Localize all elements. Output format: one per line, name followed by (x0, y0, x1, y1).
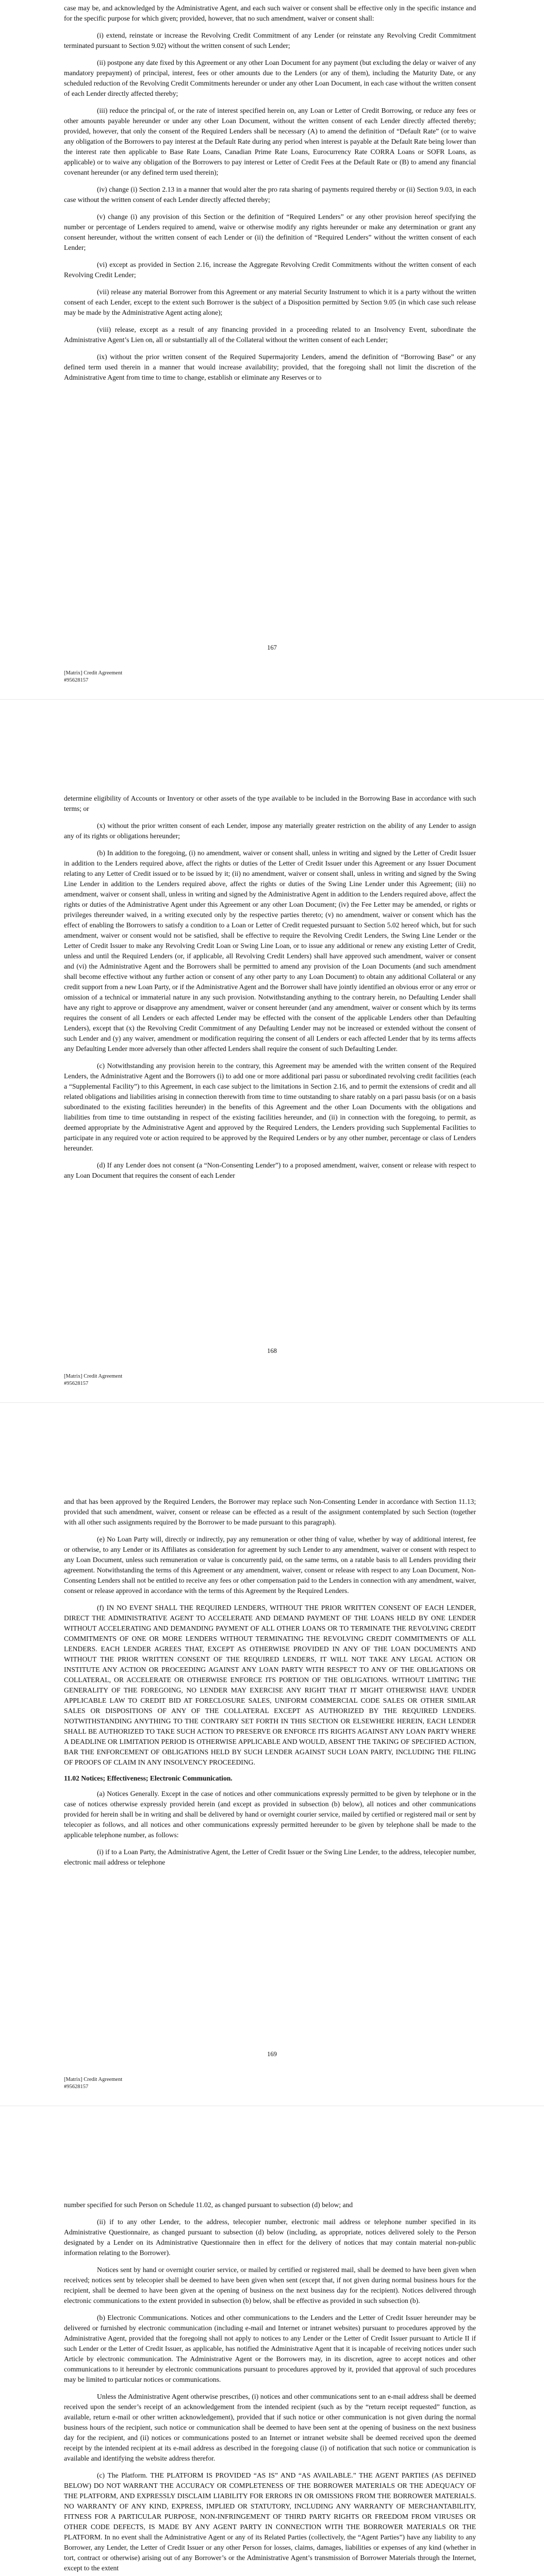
page-footer (64, 1373, 122, 1387)
document-page-168 (0, 703, 544, 1406)
document-page-170 (0, 2110, 544, 2576)
clause-i: (i) if to a Loan Party, the Administrative Agent, the Letter of Credit Issuer or the Swing Line Lender, to the address, telecopier number, electronic mail address or telephone (64, 1848, 476, 1866)
document-page-167 (0, 0, 544, 696)
paragraph: and that has been approved by the Required Lenders, the Borrower may replace such Non-Consenting Lender in accordance with Section 11.13; provided that such amendment, waiver, consent or release can be effected as a result of the assignment contemplated by such Section (together with all other such assignments required by the Borrower to be made pursuant to this paragraph). (64, 1498, 476, 1526)
page-number: 169 (267, 2050, 277, 2058)
clause-c: (c) Notwithstanding any provision herein to the contrary, this Agreement may be amended with the written consent of the Required Lenders, the Administrative Agent and the Borrowers (i) to add one or more additional pari passu or subordinated revolving credit facilities (each a “Supplemental Facility”) to this Agreement, in each case subject to the limitations in Section 2.16, and to permit the extensions of credit and all related obligations and liabilities arising in connection therewith from time to time outstanding to share ratably on a pari passu basis (or on a basis subordinated to the existing facilities hereunder) in the benefits of this Agreement and the other Loan Documents with the obligations and liabilities from time to time outstanding in respect of the existing facilities hereunder, and (ii) in connection with the foregoing, to permit, as deemed appropriate by the Administrative Agent and approved by the Required Lenders, the Lenders providing such Supplemental Facilities to participate in any required vote or action required to be approved by the Required Lenders or by any other number, percentage or class of Lenders hereunder. (64, 1062, 476, 1152)
clause-v: (v) change (i) any provision of this Section or the definition of “Required Lenders” or any other provision hereof specifying the number or percentage of Lenders required to amend, waive or otherwise modify any rights hereunder or make any determination or grant any consent hereunder, without the written consent of each Lender or (ii) the definition of “Required Lenders” without the written consent of each Lender; (64, 213, 476, 251)
clause-iv: (iv) change (i) Section 2.13 in a manner that would alter the pro rata sharing of payments required thereby or (ii) Section 9.03, in each case without the written consent of each Lender directly affected thereby; (64, 185, 476, 204)
clause-d: (d) If any Lender does not consent (a “Non-Consenting Lender”) to a proposed amendment, waiver, consent or release with respect to any Loan Document that requires the consent of each Lender (64, 1161, 476, 1179)
footer-title: [Matrix] Credit Agreement (64, 1374, 123, 1379)
clause-i: (i) extend, reinstate or increase the Revolving Credit Commitment of any Lender (or reinstate any Revolving Credit Commitment terminated pursuant to Section 9.02) without the written consent of such Lender; (64, 31, 476, 49)
footer-title: [Matrix] Credit Agreement (64, 2077, 123, 2082)
page-separator (0, 699, 544, 700)
clause-vii: (vii) release any material Borrower from this Agreement or any material Security Instrument to which it is a party without the written consent of each Lender, except to the extent such Borrower is the subject of a Disposition permitted by Section 9.05 (in which case such release may be made by the Administrative Agent acting alone); (64, 288, 476, 316)
clause-c: (c) The Platform. THE PLATFORM IS PROVIDED “AS IS” AND “AS AVAILABLE.” THE AGENT PARTIES (AS DEFINED BELOW) DO NOT WARRANT THE ACCURACY OR COMPLETENESS OF THE BORROWER MATERIALS OR THE ADEQUACY OF THE PLATFORM, AND EXPRESSLY DISCLAIM LIABILITY FOR ERRORS IN OR OMISSIONS FROM THE BORROWER MATERIALS. NO WARRANTY OF ANY KIND, EXPRESS, IMPLIED OR STATUTORY, INCLUDING ANY WARRANTY OF MERCHANTABILITY, FITNESS FOR A PARTICULAR PURPOSE, NON-INFRINGEMENT OF THIRD PARTY RIGHTS OR FREEDOM FROM VIRUSES OR OTHER CODE DEFECTS, IS MADE BY ANY AGENT PARTY IN CONNECTION WITH THE BORROWER MATERIALS OR THE PLATFORM. In no event shall the Administrative Agent or any of its Related Parties (collectively, the “Agent Parties”) have any liability to any Borrower, any Lender, the Letter of Credit Issuer or any other Person for losses, claims, damages, liabilities or expenses of any kind (whether in tort, contract or otherwise) arising out of any Borrower’s or the Administrative Agent’s transmission of Borrower Materials through the Internet, except to the extent (64, 2471, 476, 2572)
document-page-169 (0, 1406, 544, 2110)
page-footer (64, 670, 122, 684)
page-body (64, 793, 476, 1188)
footer-doc-id: #95628157 (64, 677, 89, 683)
paragraph: case may be, and acknowledged by the Administrative Agent, and each such waiver or consent shall be effective only in the specific instance and for the specific purpose for which given; provided, however, that no such amendment, waiver or consent shall: (64, 4, 476, 22)
clause-b: (b) In addition to the foregoing, (i) no amendment, waiver or consent shall, unless in writing and signed by the Letter of Credit Issuer in addition to the Lenders required above, affect the rights or duties of the Letter of Credit Issuer under this Agreement or any Issuer Document relating to any Letter of Credit issued or to be issued by it; (ii) no amendment, waiver or consent shall, unless in writing and signed by the Swing Line Lender in addition to the Lenders required above, affect the rights or duties of the Swing Line Lender under this Agreement; (iii) no amendment, waiver or consent shall, unless in writing and signed by the Administrative Agent in addition to the Lenders required above, affect the rights or duties of the Administrative Agent under this Agreement or any other Loan Document; (iv) the Fee Letter may be amended, or rights or privileges thereunder waived, in a writing executed only by the respective parties thereto; (v) no amendment, waiver or consent which has the effect of enabling the Borrowers to satisfy a condition to a Loan or Letter of Credit requested pursuant to Section 5.02 hereof which, but for such amendment, waiver or consent would not be satisfied, shall be effective to require the Revolving Credit Lenders, the Swing Line Lender or the Letter of Credit Issuer to make any Revolving Credit Loan or Swing Line Loan, or to issue any additional or renew any existing Letter of Credit, unless and until the Required Lenders (or, if applicable, all Revolving Credit Lenders) shall have approved such amendment, waiver or consent and (vi) the Administrative Agent and the Borrowers shall be permitted to amend any provision of the Loan Documents (and such amendment shall become effective without any further action or consent of any other party to any Loan Document) to obtain any additional Collateral or any credit support from a new Loan Party, or if the Administrative Agent and the Borrower shall have jointly identified an obvious error or any error or omission of a technical or immaterial nature in any such provision. Notwithstanding anything to the contrary herein, no Defaulting Lender shall have any right to approve or disapprove any amendment, waiver or consent hereunder (and any amendment, waiver or consent which by its terms requires the consent of all Lenders or each affected Lender may be effected with the consent of the applicable Lenders other than Defaulting Lenders), except that (x) the Revolving Credit Commitment of any Defaulting Lender may not be increased or extended without the consent of such Lender and (y) any waiver, amendment or modification requiring the consent of all Lenders or each affected Lender that by its terms affects any Defaulting Lender more adversely than other affected Lenders shall require the consent of such Defaulting Lender. (64, 849, 476, 1053)
clause-iii: (iii) reduce the principal of, or the rate of interest specified herein on, any Loan or Letter of Credit Borrowing, or reduce any fees or other amounts payable hereunder or under any other Loan Document, without the written consent of each Lender directly affected thereby; provided, however, that only the consent of the Required Lenders shall be necessary (A) to amend the definition of “Default Rate” (or to waive any obligation of the Borrowers to pay interest at the Default Rate during any period when interest is payable at the Default Rate being lower than the interest rate then applicable to Base Rate Loans, Canadian Prime Rate Loans, Eurocurrency Rate CORRA Loans or SOFR Loans, as applicable) or to waive any obligation of the Borrowers to pay interest or Letter of Credit Fees at the Default Rate or (B) to amend any financial covenant hereunder (or any defined term used therein); (64, 107, 476, 176)
page-body (64, 1497, 476, 1874)
page-body (64, 2200, 476, 2576)
clause-vi: (vi) except as provided in Section 2.16, increase the Aggregate Revolving Credit Commitments without the written consent of each Revolving Credit Lender; (64, 261, 476, 279)
clause-viii: (viii) release, except as a result of any financing provided in a proceeding related to an Insolvency Event, subordinate the Administrative Agent’s Lien on, all or substantially all of the Collateral without the written consent of each Lender; (64, 326, 476, 344)
section-heading: 11.02 Notices; Effectiveness; Electronic Communication. (64, 1774, 233, 1782)
paragraph: Notices sent by hand or overnight courier service, or mailed by certified or registered mail, shall be deemed to have been given when received; notices sent by telecopier shall be deemed to have been given when sent (except that, if not given during normal business hours for the recipient, shall be deemed to have been given at the opening of business on the next business day for the recipient). Notices delivered through electronic communications to the extent provided in subsection (b) below, shall be effective as provided in such subsection (b). (64, 2266, 476, 2304)
paragraph: Unless the Administrative Agent otherwise prescribes, (i) notices and other communications sent to an e-mail address shall be deemed received upon the sender’s receipt of an acknowledgement from the intended recipient (such as by the “return receipt requested” function, as available, return e-mail or other written acknowledgement), provided that if such notice or other communication is not given during the normal business hours of the recipient, such notice or communication shall be deemed to have been sent at the opening of business on the next business day for the recipient, and (ii) notices or communications posted to an Internet or intranet website shall be deemed received upon the deemed receipt by the intended recipient at its e-mail address as described in the foregoing clause (i) of notification that such notice or communication is available and identifying the website address therefor. (64, 2393, 476, 2462)
clause-e: (e) No Loan Party will, directly or indirectly, pay any remuneration or other thing of value, whether by way of additional interest, fee or otherwise, to any Lender or its Affiliates as consideration for agreement by such Lender to any amendment, waiver or consent with respect to any Loan Document, unless such remuneration or value is concurrently paid, on the same terms, on a ratable basis to all Lenders providing their agreement. Notwithstanding the terms of this Agreement or any amendment, waiver, consent or release with respect to any Loan Document, Non-Consenting Lenders shall not be entitled to receive any fees or other compensation paid to the Lenders in connection with any amendment, waiver, consent or release approved in accordance with the terms of this Agreement by the Required Lenders. (64, 1535, 476, 1595)
clause-ix: (ix) without the prior written consent of the Required Supermajority Lenders, amend the definition of “Borrowing Base” or any defined term used therein in a manner that would increase availability; provided, that the foregoing shall not limit the discretion of the Administrative Agent from time to time to change, establish or eliminate any Reserves or to (64, 353, 476, 381)
paragraph: number specified for such Person on Schedule 11.02, as changed pursuant to subsection (d) below; and (64, 2201, 353, 2209)
page-body (64, 3, 476, 389)
footer-doc-id: #95628157 (64, 1381, 89, 1386)
footer-title: [Matrix] Credit Agreement (64, 670, 123, 676)
page-footer (64, 2076, 122, 2091)
page-separator (0, 1402, 544, 1403)
page-number: 168 (267, 1347, 277, 1354)
paragraph: determine eligibility of Accounts or Inventory or other assets of the type available to be included in the Borrowing Base in accordance with such terms; or (64, 794, 476, 812)
clause-b: (b) Electronic Communications. Notices and other communications to the Lenders and the Letter of Credit Issuer hereunder may be delivered or furnished by electronic communication (including e-mail and Internet or intranet websites) pursuant to procedures approved by the Administrative Agent, provided that the foregoing shall not apply to notices to any Lender or the Letter of Credit Issuer pursuant to Article II if such Lender or the Letter of Credit Issuer, as applicable, has notified the Administrative Agent that it is incapable of receiving notices under such Article by electronic communication. The Administrative Agent or the Borrowers may, in its discretion, agree to accept notices and other communications to it hereunder by electronic communications pursuant to procedures approved by it, provided that approval of such procedures may be limited to particular notices or communications. (64, 2314, 476, 2383)
clause-ii: (ii) postpone any date fixed by this Agreement or any other Loan Document for any payment (but excluding the delay or waiver of any mandatory prepayment) of principal, interest, fees or other amounts due to the Lenders (or any of them), including the Maturity Date, or any scheduled reduction of the Revolving Credit Commitments hereunder or under any other Loan Document, in each case without the written consent of each Lender directly affected thereby; (64, 59, 476, 97)
page-number: 167 (267, 644, 277, 651)
clause-x: (x) without the prior written consent of each Lender, impose any materially greater restriction on the ability of any Lender to assign any of its rights or obligations hereunder; (64, 822, 476, 840)
clause-ii: (ii) if to any other Lender, to the address, telecopier number, electronic mail address or telephone number specified in its Administrative Questionnaire, as changed pursuant to subsection (d) below (including, as appropriate, notices delivered solely to the Person designated by a Lender on its Administrative Questionnaire then in effect for the delivery of notices that may contain material non-public information relating to the Borrower). (64, 2218, 476, 2257)
clause-a: (a) Notices Generally. Except in the case of notices and other communications expressly permitted to be given by telephone or in the case of notices otherwise expressly provided herein (and except as provided in subsection (b) below), all notices and other communications provided for herein shall be in writing and shall be delivered by hand or overnight courier service, mailed by certified or registered mail or sent by telecopier as follows, and all notices and other communications expressly permitted hereunder to be given by telephone shall be made to the applicable telephone number, as follows: (64, 1790, 476, 1839)
clause-f: (f) IN NO EVENT SHALL THE REQUIRED LENDERS, WITHOUT THE PRIOR WRITTEN CONSENT OF EACH LENDER, DIRECT THE ADMINISTRATIVE AGENT TO ACCELERATE AND DEMAND PAYMENT OF THE LOANS HELD BY ONE LENDER WITHOUT ACCELERATING AND DEMANDING PAYMENT OF ALL OTHER LOANS OR TO TERMINATE THE REVOLVING CREDIT COMMITMENTS OF ONE OR MORE LENDERS WITHOUT TERMINATING THE REVOLVING CREDIT COMMITMENTS OF ALL LENDERS. EACH LENDER AGREES THAT, EXCEPT AS OTHERWISE PROVIDED IN ANY OF THE LOAN DOCUMENTS AND WITHOUT THE PRIOR WRITTEN CONSENT OF THE REQUIRED LENDERS, IT WILL NOT TAKE ANY LEGAL ACTION OR INSTITUTE ANY ACTION OR PROCEEDING AGAINST ANY LOAN PARTY WITH RESPECT TO ANY OF THE OBLIGATIONS OR COLLATERAL, OR ACCELERATE OR OTHERWISE ENFORCE ITS PORTION OF THE OBLIGATIONS. WITHOUT LIMITING THE GENERALITY OF THE FOREGOING, NO LENDER MAY EXERCISE ANY RIGHT THAT IT MIGHT OTHERWISE HAVE UNDER APPLICABLE LAW TO CREDIT BID AT FORECLOSURE SALES, UNIFORM COMMERCIAL CODE SALES OR OTHER SIMILAR SALES OR DISPOSITIONS OF ANY OF THE COLLATERAL EXCEPT AS AUTHORIZED BY THE REQUIRED LENDERS. NOTWITHSTANDING ANYTHING TO THE CONTRARY SET FORTH IN THIS SECTION OR ELSEWHERE HEREIN, EACH LENDER SHALL BE AUTHORIZED TO TAKE SUCH ACTION TO PRESERVE OR ENFORCE ITS RIGHTS AGAINST ANY LOAN PARTY WHERE A DEADLINE OR LIMITATION PERIOD IS OTHERWISE APPLICABLE AND WOULD, ABSENT THE TAKING OF SPECIFIED ACTION, BAR THE ENFORCEMENT OF OBLIGATIONS HELD BY SUCH LENDER AGAINST SUCH LOAN PARTY, INCLUDING THE FILING OF PROOFS OF CLAIM IN ANY INSOLVENCY PROCEEDING. (64, 1604, 476, 1766)
footer-doc-id: #95628157 (64, 2084, 89, 2090)
